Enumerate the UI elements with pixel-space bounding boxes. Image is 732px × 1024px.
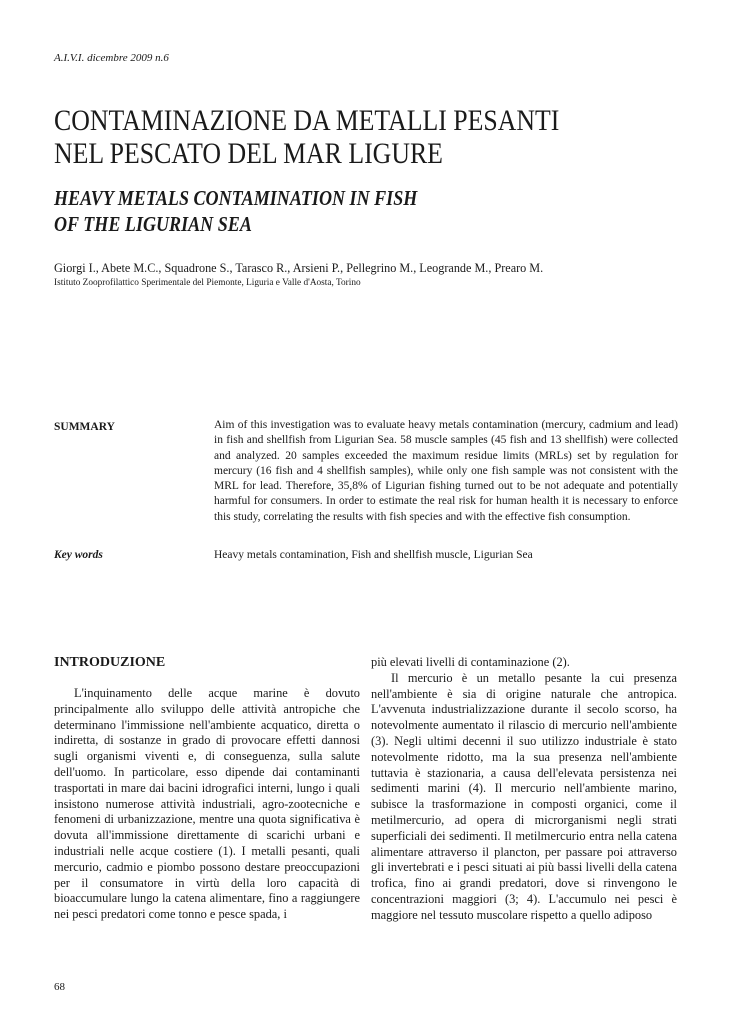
body-column-left (54, 686, 360, 923)
summary-text: Aim of this investigation was to evaluate heavy metals contamination (mercury, cadmium and lead) in fish and shellfish from Ligurian Sea. 58 muscle samples (45 fish and 13 shellfish) were collected and analyzed. 20 samples exceeded the maximum residue limits (MRLs) set by regulation for mercury (16 fish and 4 shellfish samples), while only one fish sample was not consistent with the MRL for lead. Therefore, 35,8% of Ligurian fishing turned out to be not adequate and potentially harmful for consumers. In order to estimate the real risk for human health it is necessary to enforce this study, correlating the results with fish species and with the effective fish consumption. (214, 419, 678, 523)
title-italian-line: NEL PESCATO DEL MAR LIGURE (54, 137, 443, 170)
keywords-text: Heavy metals contamination, Fish and shellfish muscle, Ligurian Sea (214, 549, 533, 561)
paragraph: Il mercurio è un metallo pesante la cui presenza nell'ambiente è sia di origine naturale che antropica. L'avvenuta industrializzazione durante il secolo scorso, ha notevolmente aumentato il rilascio di mercurio nell'ambiente (3). Negli ultimi decenni il suo utilizzo industriale è stato notevolmente ridotto, ma la sua presenza nell'ambiente tuttavia è stazionaria, a causa dell'elevata persistenza nei sedimenti marini (4). Il mercurio nell'ambiente marino, subisce la trasformazione in composti organici, come il metilmercurio, ad opera di microrganismi negli strati superficiali dei sedimenti. Il metilmercurio entra nella catena alimentare attraverso il plancton, per passare poi attraverso gli invertebrati e i pesci situati ai più bassi livelli della catena trofica, fino ai grandi predatori, dove si rinvengono le concentrazioni maggiori (3; 4). L'accumulo nei pesci è maggiore nel tessuto muscolare rispetto a quello adiposo (371, 670, 677, 922)
page-number: 68 (54, 981, 65, 993)
summary-label: SUMMARY (54, 421, 115, 433)
affiliation: Istituto Zooprofilattico Sperimentale del Piemonte, Liguria e Valle d'Aosta, Torino (54, 278, 361, 288)
authors: Giorgi I., Abete M.C., Squadrone S., Tarasco R., Arsieni P., Pellegrino M., Leogrande M., Prearo M. (54, 261, 544, 275)
title-italian (54, 104, 604, 170)
body-column-right (371, 655, 677, 924)
paragraph: L'inquinamento delle acque marine è dovuto principalmente allo sviluppo delle attività antropiche che determinano l'immissione nell'ambiente acquatico, diretta o indiretta, di sostanze in grado di provocare effetti dannosi sugli organismi viventi e, di conseguenza, sulla salute dell'uomo. In particolare, esso dipende dai contaminanti trasportati in mare dai bacini idrografici interni, lungo i quali insistono numerose attività industriali, agro-zootecniche e fenomeni di urbanizzazione, mentre una quota significativa è dovuta all'immissione direttamente di scarichi urbani e industriali nelle acque costiere (1). I metalli pesanti, quali mercurio, cadmio e piombo possono destare preoccupazioni per il consumatore in virtù della loro capacità di bioaccumulare lungo la catena alimentare, fino a raggiungere nei pesci predatori come tonno e pesce spada, i (54, 686, 360, 922)
title-english (54, 185, 604, 237)
title-english-line: HEAVY METALS CONTAMINATION IN FISH (54, 186, 418, 210)
keywords-label: Key words (54, 549, 103, 561)
title-italian-line: CONTAMINAZIONE DA METALLI PESANTI (54, 104, 560, 137)
section-heading-introduzione: INTRODUZIONE (54, 655, 166, 670)
paragraph-continuation: più elevati livelli di contaminazione (2). (371, 655, 570, 669)
journal-header: A.I.V.I. dicembre 2009 n.6 (54, 52, 169, 64)
title-english-line: OF THE LIGURIAN SEA (54, 212, 252, 236)
